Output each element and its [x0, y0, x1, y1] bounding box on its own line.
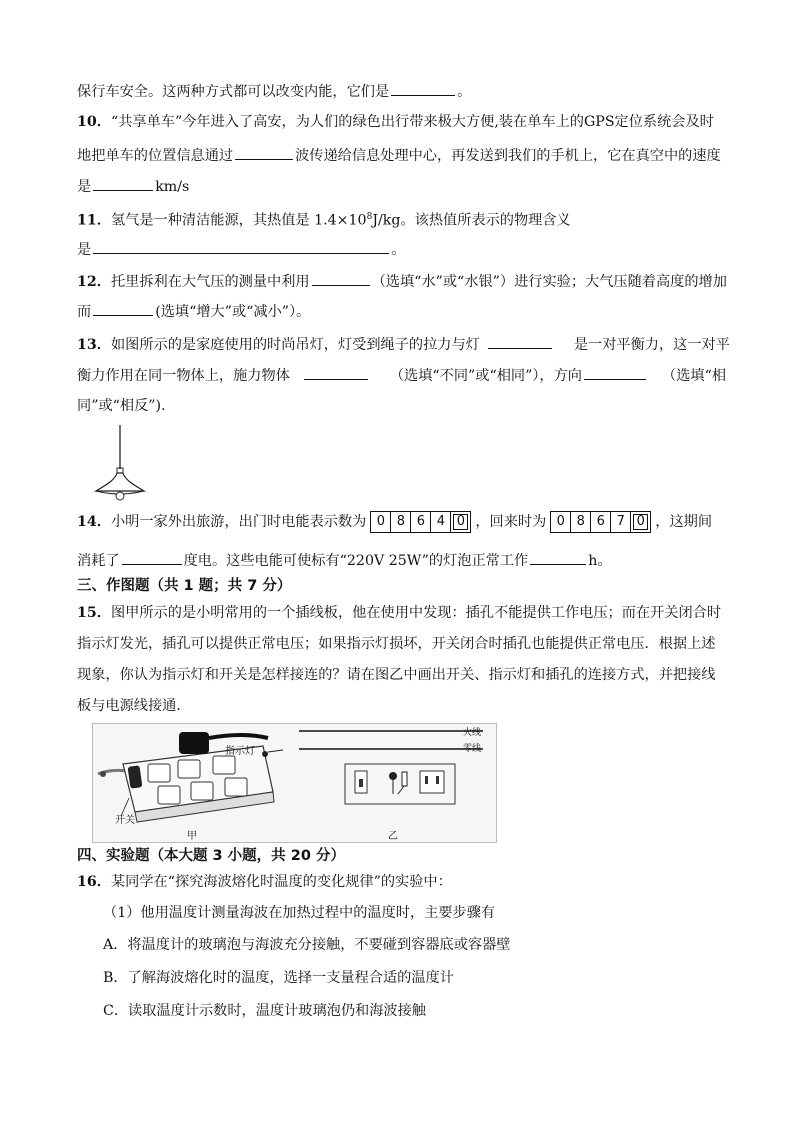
meter-digit: 0: [370, 511, 390, 533]
q13-text: 同”或“相反”).: [77, 398, 166, 414]
indicator-lamp-icon: [262, 751, 268, 757]
q10-line1: [77, 112, 714, 132]
plug-icon: [179, 732, 209, 754]
exponent: 8: [366, 212, 373, 222]
answer-blank: [312, 270, 370, 286]
question-number: 12．: [77, 274, 111, 290]
meter-digit: 6: [410, 511, 430, 533]
q11-line2: [77, 238, 405, 260]
q11-text: 。: [391, 242, 406, 258]
q10-text: 是: [77, 179, 92, 195]
q14-text: ，回来时为: [475, 514, 547, 530]
q9-tail: [77, 80, 471, 102]
q9-text: 保行车安全。这两种方式都可以改变内能，它们是: [77, 84, 390, 100]
q11-text: J/kg。该热值所表示的物理含义: [372, 212, 571, 229]
answer-blank: [93, 238, 389, 254]
answer-blank: [304, 364, 368, 380]
energy-meter-start: [370, 511, 471, 533]
q13-text: 衡力作用在同一物体上，施力物体: [77, 368, 290, 384]
section-heading-3: 三、作图题（共 1 题；共 7 分）: [77, 578, 292, 594]
q12-text: 而: [77, 304, 92, 320]
q14-text: 消耗了: [77, 553, 120, 569]
q12-line1: [77, 270, 727, 292]
meter-digit: 6: [590, 511, 610, 533]
power-strip-figure: [92, 723, 497, 843]
meter-digit: 7: [610, 511, 630, 533]
q15-line3: 现象，你认为指示灯和开关是怎样接连的？请在图乙中画出开关、指示灯和插孔的连接方式，并把接线: [77, 667, 716, 683]
question-number: 11．: [77, 212, 111, 229]
q10-text: 波传递给信息处理中心，再发送到我们的手机上，它在真空中的速度: [295, 148, 721, 164]
q14-text: 小明一家外出旅游，出门时电能表示数为: [110, 514, 367, 530]
question-number: 15．: [77, 605, 111, 621]
figure-yi-label: 乙: [388, 831, 398, 842]
meter-decimal-digit: 0: [630, 511, 651, 533]
q10-line2: [77, 144, 721, 166]
answer-blank: [93, 175, 153, 191]
meter-digit: 4: [430, 511, 450, 533]
switch-label: 开关: [115, 815, 135, 826]
q16-option-c: C．读取温度计示数时，温度计玻璃泡仍和海波接触: [103, 1003, 426, 1019]
q12-line2: [77, 300, 310, 322]
answer-blank: [391, 80, 455, 96]
q13-text: （选填“相: [662, 368, 727, 384]
q12-text: （选填“水”或“水银”）进行实验；大气压随着高度的增加: [371, 274, 727, 290]
answer-blank: [122, 549, 182, 565]
q15-text: 图甲所示的是小明常用的一个插线板，他在使用中发现：插孔不能提供工作电压；而在开关闭合时: [110, 605, 722, 621]
pendant-lamp-figure: [90, 425, 150, 505]
question-number: 14．: [77, 514, 111, 530]
live-wire-label: 火线: [463, 728, 482, 738]
section-heading-4: 四、实验题（本大题 3 小题，共 20 分）: [77, 848, 345, 864]
q12-text: 托里拆利在大气压的测量中利用: [110, 274, 310, 290]
q13-text: 如图所示的是家庭使用的时尚吊灯，灯受到绳子的拉力与灯: [110, 337, 480, 353]
q13-text: （选填“不同”或“相同”），方向: [389, 368, 582, 384]
answer-blank: [235, 144, 293, 160]
q14-text: ，这期间: [655, 514, 713, 530]
q14-line2: [77, 549, 612, 571]
q15-line2: 指示灯发光，插孔可以提供正常电压；如果指示灯损坏，开关闭合时插孔也能提供正常电压．根据上述: [77, 636, 716, 652]
q16-text: 某同学在“探究海波熔化时温度的变化规律”的实验中：: [110, 874, 452, 890]
q13-line2: [77, 364, 726, 386]
q11-text: 是: [77, 242, 92, 258]
q16-line1: [77, 872, 452, 892]
answer-blank: [93, 300, 153, 316]
meter-digit: 8: [570, 511, 590, 533]
q15-line4: 板与电源线接通．: [77, 698, 191, 714]
energy-meter-end: [550, 511, 651, 533]
indicator-label: 指示灯: [225, 746, 255, 757]
q16-option-a: A．将温度计的玻璃泡与海波充分接触，不要碰到容器底或容器壁: [103, 937, 511, 953]
q11-line1: [77, 207, 571, 231]
q14-text: h。: [588, 553, 612, 569]
q10-line3: [77, 175, 189, 197]
meter-digit: 8: [390, 511, 410, 533]
answer-blank: [488, 333, 552, 349]
question-number: 13．: [77, 337, 111, 353]
answer-blank: [584, 364, 646, 380]
q14-text: 度电。这些电能可使标有“220V 25W”的灯泡正常工作: [183, 553, 529, 569]
q11-text: 氢气是一种清洁能源，其热值是 1.4×10: [110, 212, 367, 229]
q13-line3: [77, 396, 166, 416]
q13-line1: [77, 333, 730, 355]
neutral-wire-label: 零线: [463, 744, 482, 754]
figure-jia-label: 甲: [187, 831, 197, 842]
question-number: 10．: [77, 114, 111, 130]
q16-line2: （1）他用温度计测量海波在加热过程中的温度时，主要步骤有: [103, 905, 496, 921]
q10-text: 地把单车的位置信息通过: [77, 148, 234, 164]
meter-digit: 0: [550, 511, 570, 533]
q13-text: 是一对平衡力，这一对平: [573, 337, 730, 353]
answer-blank: [530, 549, 586, 565]
q9-end: 。: [457, 84, 472, 100]
q10-text: “共享单车”今年进入了高安，为人们的绿色出行带来极大方便,装在单车上的GPS定位系统会及时: [110, 114, 714, 130]
power-strip-drawing: [93, 724, 496, 842]
question-number: 16．: [77, 874, 111, 890]
q15-line1: [77, 603, 721, 623]
q12-text: (选填“增大”或“减小”）。: [155, 304, 311, 320]
unit-text: km/s: [155, 179, 190, 195]
q16-option-b: B．了解海波熔化时的温度，选择一支量程合适的温度计: [103, 970, 454, 986]
meter-decimal-digit: 0: [450, 511, 471, 533]
q14-line1: [77, 511, 712, 533]
